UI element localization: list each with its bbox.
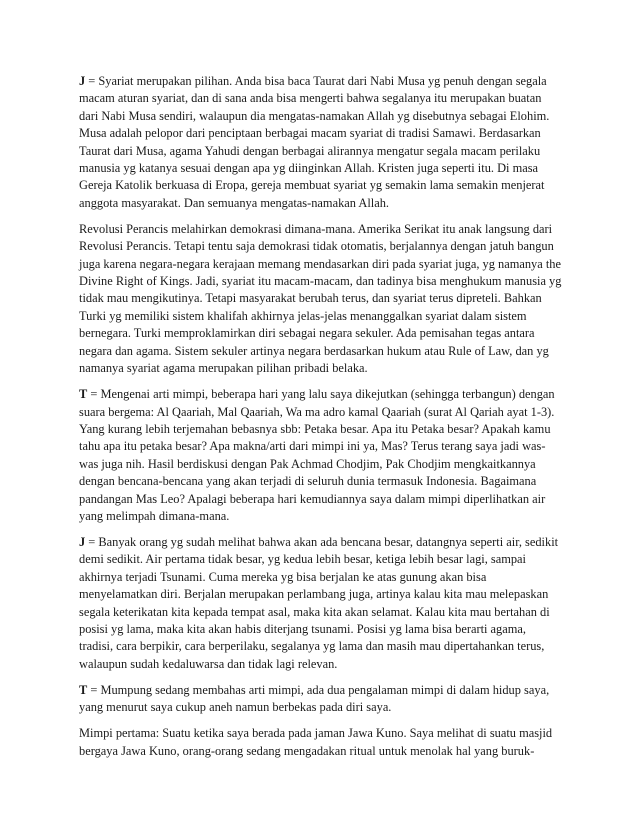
- speaker-label: J: [79, 534, 86, 549]
- text-line: manusia yg katanya sesuai dengan apa yg diinginkan Allah. Kristen juga seperti itu. Di masa: [79, 161, 539, 176]
- text-line: Divine Right of Kings. Jadi, syariat itu macam-macam, dan tadinya bisa menghukum manusia yg: [79, 274, 562, 289]
- text-line: Turki yg memiliki sistem khalifah akhirnya jelas-jelas menanggalkan syariat dalam sistem: [79, 308, 527, 323]
- text-line: Revolusi Perancis. Tetapi tentu saja demokrasi tidak otomatis, berjalannya dengan jatuh bangun: [79, 239, 554, 254]
- text-line: bergaya Jawa Kuno, orang-orang sedang mengadakan ritual untuk menolak hal yang buruk-: [79, 743, 535, 758]
- text-line: T = Mumpung sedang membahas arti mimpi, ada dua pengalaman mimpi di dalam hidup saya,: [79, 682, 550, 697]
- text-line: yang melimpah dimana-mana.: [79, 508, 230, 523]
- text-line: segala keterikatan kita kepada tempat asal, maka kita akan selamat. Kalau kita mau bertahan di: [79, 604, 550, 619]
- paragraph-3: [79, 386, 579, 525]
- text-line: yang menurut saya cukup aneh namun berbekas pada diri saya.: [79, 700, 392, 715]
- text-line: menyelamatkan diri. Berjalan merupakan perlambang juga, artinya kalau kita mau melepaskan: [79, 587, 549, 602]
- document-body: [79, 73, 579, 769]
- text-line: negara dan agama. Sistem sekuler artinya negara berdasarkan hukum atau Rule of Law, dan yg: [79, 343, 549, 358]
- paragraph-6: [79, 725, 579, 760]
- speaker-label: T: [79, 387, 88, 402]
- paragraph-5: [79, 682, 579, 717]
- text-line: tahu apa itu petaka besar? Apa makna/arti dari mimpi ini ya, Mas? Terus terang saya jadi was-: [79, 439, 546, 454]
- text-line: walaupun sudah kedaluwarsa dan tidak lagi relevan.: [79, 656, 338, 671]
- text-line: Revolusi Perancis melahirkan demokrasi dimana-mana. Amerika Serikat itu anak langsung dari: [79, 221, 553, 236]
- speaker-label: J: [79, 74, 86, 88]
- text-line: anggota masyarakat. Dan semuanya mengatas-namakan Allah.: [79, 195, 389, 210]
- text-line: J = Banyak orang yg sudah melihat bahwa akan ada bencana besar, datangnya seperti air, sedikit: [79, 534, 559, 549]
- text-line: was juga nih. Hasil berdiskusi dengan Pak Achmad Chodjim, Pak Chodjim mengkaitkannya: [79, 456, 536, 471]
- text-line: tradisi, cara berpikir, cara berperilaku, segalanya yg lama dan masih mau dipertahankan terus,: [79, 639, 545, 654]
- text-line: demi sedikit. Air pertama tidak besar, yg kedua lebih besar, ketiga lebih besar lagi, sampai: [79, 552, 526, 567]
- paragraph-4: [79, 534, 579, 673]
- text-line: akhirnya terjadi Tsunami. Cuma mereka yg bisa berjalan ke atas gunung akan bisa: [79, 569, 487, 584]
- text-line: macam aturan syariat, dan di sana anda bisa mengerti bahwa segalanya itu merupakan buatan: [79, 91, 542, 106]
- paragraph-2: [79, 221, 579, 378]
- text-line: J = Syariat merupakan pilihan. Anda bisa baca Taurat dari Nabi Musa yg penuh dengan segala: [79, 74, 547, 88]
- paragraph-1: [79, 73, 579, 212]
- text-line: Taurat dari Musa, agama Yahudi dengan berbagai alirannya mengatur segala macam perilaku: [79, 143, 541, 158]
- text-line: T = Mengenai arti mimpi, beberapa hari yang lalu saya dikejutkan (sehingga terbangun) dengan: [79, 387, 555, 402]
- text-line: Mimpi pertama: Suatu ketika saya berada pada jaman Jawa Kuno. Saya melihat di suatu masjid: [79, 726, 553, 741]
- text-line: suara bergema: Al Qaariah, Mal Qaariah, Wa ma adro kamal Qaariah (surat Al Qariah ayat 1-3).: [79, 404, 555, 419]
- text-line: namanya syariat agama merupakan pilihan pribadi belaka.: [79, 361, 368, 376]
- text-line: juga karena negara-negara kerajaan memang mendasarkan diri pada syariat juga, yg namanya the: [79, 256, 561, 271]
- text-line: Yang kurang lebih terjemahan bebasnya sbb: Petaka besar. Apa itu Petaka besar? Apakah kamu: [79, 421, 551, 436]
- text-line: Musa adalah pelopor dari penciptaan berbagai macam syariat di tradisi Samawi. Berdasarkan: [79, 126, 541, 141]
- text-line: bernegara. Turki memproklamirkan diri sebagai negara sekuler. Ada pemisahan tegas antara: [79, 326, 535, 341]
- text-line: dengan bencana-bencana yang akan terjadi di seluruh dunia termasuk Indonesia. Bagaimana: [79, 474, 537, 489]
- text-line: tidak mau mengikutinya. Tetapi masyarakat berubah terus, dan syariat terus dipreteli. Bahkan: [79, 291, 542, 306]
- speaker-label: T: [79, 682, 88, 697]
- text-line: Gereja Katolik berkuasa di Eropa, gereja membuat syariat yg semakin lama semakin menjerat: [79, 178, 545, 193]
- text-line: posisi yg lama, maka kita akan habis diterjang tsunami. Posisi yg lama bisa berarti agama,: [79, 621, 526, 636]
- text-line: dari Nabi Musa sendiri, walaupun dia mengatas-namakan Allah yg disebutnya sebagai Elohim.: [79, 108, 550, 123]
- text-line: pandangan Mas Leo? Apalagi beberapa hari kemudiannya saya dalam mimpi diperlihatkan air: [79, 491, 546, 506]
